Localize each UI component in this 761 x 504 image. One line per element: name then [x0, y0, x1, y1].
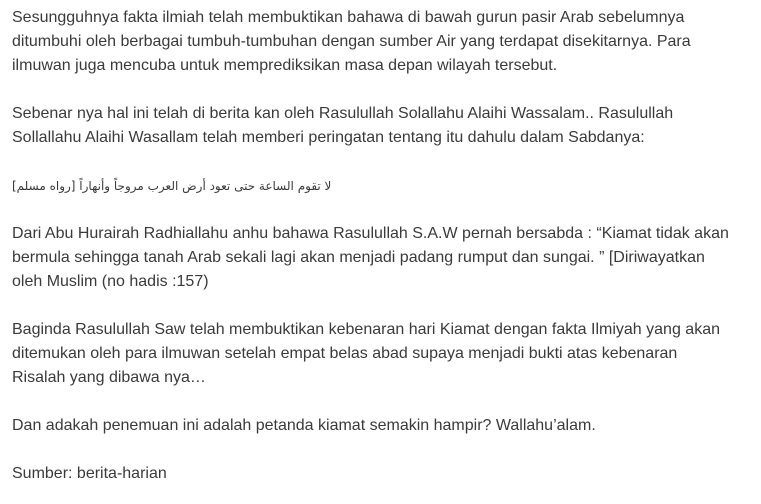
paragraph-hadith-translation [12, 222, 752, 294]
text-line: bermula sehingga tanah Arab sekali lagi akan menjadi padang rumput dan sungai. ” [Diriwayatkan [12, 249, 705, 266]
text-line: Sesungguhnya fakta ilmiah telah membuktikan bahawa di bawah gurun pasir Arab sebelumnya [12, 9, 685, 26]
source-credit [12, 462, 752, 486]
text-line: Sumber: berita-harian [12, 465, 167, 482]
text-line: Sollallahu Alaihi Wasallam telah memberi peringatan tentang itu dahulu dalam Sabdanya: [12, 129, 645, 146]
text-line: oleh Muslim (no hadis :157) [12, 273, 209, 290]
text-line: Baginda Rasulullah Saw telah membuktikan kebenaran hari Kiamat dengan fakta Ilmiyah yang akan [12, 321, 720, 338]
text-line: Dan adakah penemuan ini adalah petanda kiamat semakin hampir? Wallahu’alam. [12, 417, 596, 434]
text-line: ditumbuhi oleh berbagai tumbuh-tumbuhan dengan sumber Air yang terdapat disekitarnya. Para [12, 33, 691, 50]
text-line: ilmuwan juga mencuba untuk memprediksikan masa depan wilayah tersebut. [12, 57, 558, 74]
text-line: Dari Abu Hurairah Radhiallahu anhu bahawa Rasulullah S.A.W pernah bersabda : “Kiamat tidak akan [12, 225, 729, 242]
paragraph-spacer [12, 438, 752, 462]
text-line: Sebenar nya hal ini telah di berita kan oleh Rasulullah Solallahu Alaihi Wassalam.. Rasulullah [12, 105, 674, 122]
paragraph-spacer [12, 294, 752, 318]
article-body [12, 6, 752, 486]
paragraph-intro [12, 6, 752, 78]
paragraph-spacer [12, 78, 752, 102]
paragraph-spacer [12, 150, 752, 174]
paragraph-question [12, 414, 752, 438]
text-line: ditemukan oleh para ilmuwan setelah empat belas abad supaya menjadi bukti atas kebenaran [12, 345, 678, 362]
arabic-hadith-quote: لا تقوم الساعة حتى تعود أرض العرب مروجاً وأنهاراً [رواه مسلم] [12, 179, 332, 193]
paragraph-spacer [12, 198, 752, 222]
paragraph-prophecy [12, 102, 752, 150]
paragraph-spacer [12, 390, 752, 414]
paragraph-proof [12, 318, 752, 390]
text-line: Risalah yang dibawa nya… [12, 369, 206, 386]
